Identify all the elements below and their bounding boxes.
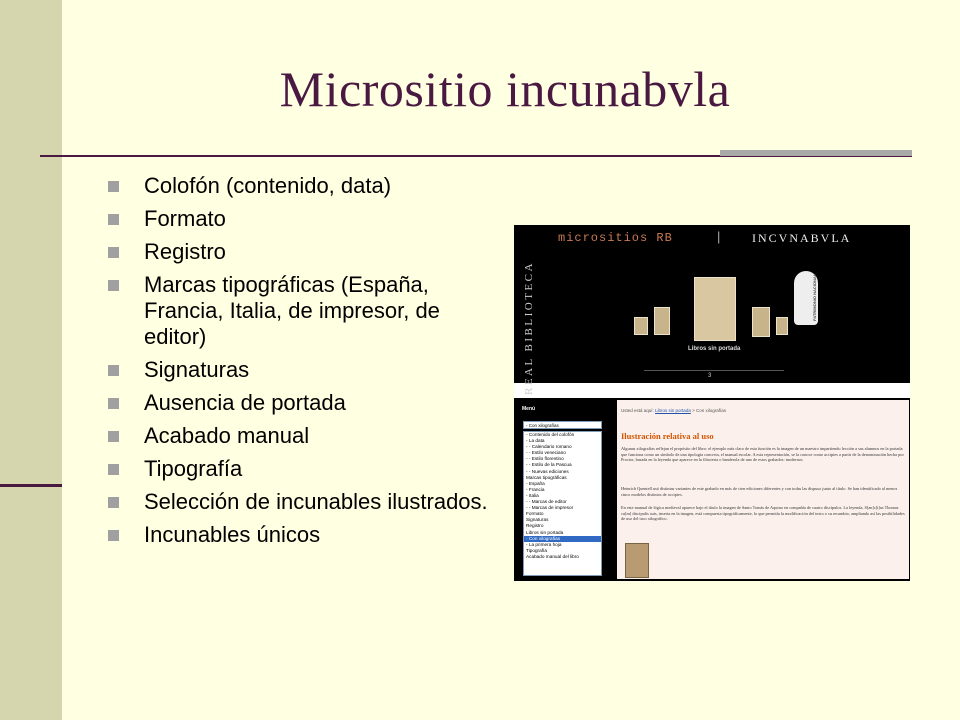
menu-item[interactable]: - La primera hoja: [526, 541, 562, 547]
menu-item[interactable]: Acabado manual del libro: [526, 553, 579, 559]
menu-item[interactable]: - La data: [526, 438, 545, 444]
menu-item[interactable]: - - Marcas de impresor: [526, 505, 574, 511]
menu-item[interactable]: - - Calendario romano: [526, 444, 572, 450]
bullet-item: Formato: [108, 206, 498, 232]
bullet-item: Marcas tipográficas (España, Francia, Italia, de impresor, de editor): [108, 272, 498, 350]
content-paragraph: Algunas xilografías reflejan el propósito del libro: el ejemplo más claro de esta función es la imagen de un maestro impartiendo lección a sus alumnos en la portada que funciona como un símbolo de una tipología concreta, el manual escolar. A esta representación, se la conoce como accipies a partir de la denominación hecha por Proctor, basada en la leyenda que aparece en la filacteria o banderola de uno de estos grabados: modernos: [621, 446, 904, 463]
bullet-square-icon: [108, 280, 119, 291]
menu-item[interactable]: - Con xilografías: [524, 536, 601, 542]
bullet-item: Selección de incunables ilustrados.: [108, 489, 498, 515]
carousel-book[interactable]: [752, 307, 770, 337]
bullet-square-icon: [108, 398, 119, 409]
menu-list[interactable]: [523, 431, 602, 576]
menu-item[interactable]: - Contenido del colofón: [526, 432, 575, 437]
bullet-square-icon: [108, 365, 119, 376]
menu-item[interactable]: - - Estilo florentino: [526, 456, 564, 462]
menu-item[interactable]: Marcas tipográficas: [526, 474, 567, 480]
bullet-list: [108, 173, 498, 555]
menu-item[interactable]: - - Marcas de editor: [526, 499, 567, 505]
carousel-book-selected[interactable]: [694, 277, 736, 341]
sidebar-divider: [0, 484, 62, 487]
menu-item[interactable]: Registro: [526, 523, 544, 529]
brand-right: INCVNABVLA: [752, 231, 852, 245]
brand-separator: |: [717, 229, 721, 244]
bullet-item: Tipografía: [108, 456, 498, 482]
bullet-square-icon: [108, 214, 119, 225]
site-content: [617, 400, 909, 579]
institution-logo: PATRIMONIO NACIONAL: [794, 271, 818, 325]
breadcrumb-link[interactable]: Libros sin portada: [655, 408, 691, 413]
title-rule-accent: [720, 150, 912, 156]
menu-item[interactable]: - Italia: [526, 492, 539, 498]
content-paragraph: En este manual de lógica medieval aparece bajo el título la imagen de Santo Tomás de Aquino en compañía de cuatro discípulos. La leyenda, S[an]c[t]us Thomas cu[m] discipulis suis, inserta en la imagen, está compuesta tipográficamente, lo que permitía la modificación del texto o su recambio, ampliando así las posibilidades de uso del taco xilográfico.: [621, 505, 905, 522]
brand-left: micrositios RB: [558, 231, 673, 245]
bullet-square-icon: [108, 431, 119, 442]
site-body: [514, 398, 910, 581]
bullet-item: Incunables únicos: [108, 522, 498, 548]
woodcut-thumbnail[interactable]: [625, 543, 649, 578]
bullet-item: Colofón (contenido, data): [108, 173, 498, 199]
content-paragraph: Heinrich Quentell usó distintas variantes de este grabado en más de cien ediciones diferentes y con todas las dispuso junto al título. Se han identificado al menos cinco modelos distintos de accipies.: [621, 486, 898, 497]
menu-item[interactable]: Signaturas: [526, 517, 549, 523]
bullet-square-icon: [108, 530, 119, 541]
carousel-book[interactable]: [654, 307, 670, 335]
menu-item[interactable]: - Francia: [526, 486, 545, 492]
bullet-square-icon: [108, 247, 119, 258]
bullet-square-icon: [108, 497, 119, 508]
menu-item[interactable]: Tipografía: [526, 547, 547, 553]
site-banner: [514, 225, 910, 395]
carousel-line: [644, 370, 784, 371]
carousel-caption: Libros sin portada: [688, 346, 741, 352]
carousel-page-number[interactable]: 3: [708, 373, 712, 379]
bullet-square-icon: [108, 464, 119, 475]
bullet-item: Signaturas: [108, 357, 498, 383]
carousel-book[interactable]: [634, 317, 648, 335]
menu-item[interactable]: Formato: [526, 511, 544, 517]
bullet-square-icon: [108, 181, 119, 192]
menu-item[interactable]: - - Nuevas ediciones: [526, 468, 569, 474]
menu-item[interactable]: - - Estilo de la Pascua: [526, 462, 572, 468]
breadcrumb: Usted está aquí: Libros sin portada > Con xilografías: [621, 408, 726, 413]
carousel-book[interactable]: [776, 317, 788, 335]
menu-item[interactable]: - España: [526, 480, 545, 486]
vertical-brand-text: REAL BIBLIOTECA: [523, 261, 535, 395]
content-heading: Ilustración relativa al uso: [621, 431, 714, 441]
slide-title: Micrositio incunabvla: [279, 61, 731, 117]
menu-item[interactable]: Libros sin portada: [526, 529, 564, 535]
menu-title: Menú: [522, 406, 536, 412]
site-menu: [518, 403, 600, 578]
bullet-item: Ausencia de portada: [108, 390, 498, 416]
menu-item[interactable]: - - Estilo veneciano: [526, 450, 566, 456]
bullet-item: Acabado manual: [108, 423, 498, 449]
bullet-item: Registro: [108, 239, 498, 265]
menu-select[interactable]: - Con xilografías: [523, 421, 602, 429]
website-screenshot: [514, 225, 910, 581]
